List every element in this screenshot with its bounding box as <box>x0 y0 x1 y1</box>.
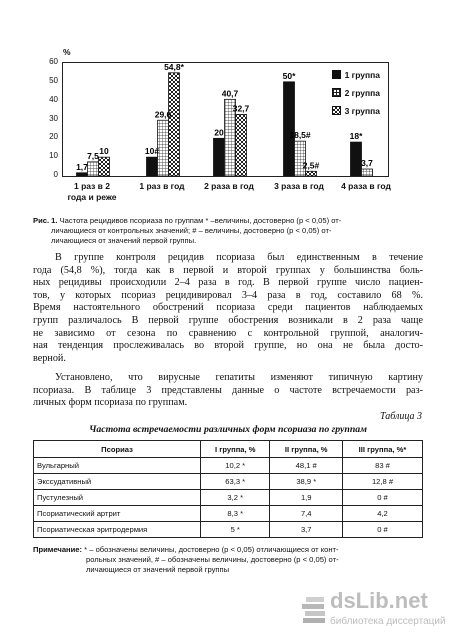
y-tick-label: 0 <box>53 170 58 179</box>
bar-value-label: 10 <box>99 146 109 157</box>
legend-item <box>332 69 380 80</box>
book-stack-icon <box>300 590 328 630</box>
bar-2-4 <box>295 141 306 176</box>
table-cell: 7,4 <box>270 506 343 522</box>
y-tick-label: 30 <box>49 113 58 123</box>
table-row <box>34 506 423 522</box>
bar-2-1 <box>88 162 99 176</box>
paragraph-line: ных рецидивы происходили 2–4 раза в год. В первой группе число пациен- <box>33 277 423 289</box>
table-cell: 4,2 <box>343 506 423 522</box>
table-header-cell: Псориаз <box>34 441 201 458</box>
x-category-label: 2 раза в год <box>204 181 254 191</box>
site-watermark <box>300 588 448 632</box>
table-cell: Псориатическая эритродермия <box>34 522 201 538</box>
table-cell: Псориатический артрит <box>34 506 201 522</box>
table-cell: 63,3 * <box>201 474 270 490</box>
bar-3-2 <box>169 73 180 176</box>
bar-value-label: 7,5 <box>87 150 99 161</box>
table-row <box>34 458 423 474</box>
legend-item <box>332 105 380 116</box>
paragraph-line: ная тенденция прослеживалась во второй группе, но она не была досто- <box>33 340 423 352</box>
figure-caption-line: личающиеся от контрольных значений; # – величины, достоверно (p < 0,05) от- <box>51 226 332 235</box>
paragraph-line: тов, у которых псориаз рецидивировал 3–4 раза в год, составило 68 %. <box>33 289 423 301</box>
bar-3-1 <box>99 157 110 176</box>
bar-2-5 <box>362 169 373 176</box>
paragraph-line: года (54,8 %), тогда как в первой и второй группах у большинства боль- <box>33 264 423 276</box>
y-tick-label: 20 <box>49 132 58 142</box>
y-tick-label: 10 <box>49 151 58 161</box>
table-row <box>34 522 423 538</box>
bar-value-label: 18* <box>349 131 363 142</box>
bar-value-label: 2,5# <box>302 160 320 171</box>
y-tick-label: 50 <box>49 75 58 85</box>
legend-label: 3 группа <box>344 105 380 116</box>
note-line: личающиеся от значений первой группы <box>86 565 230 574</box>
x-category-label: 1 раз в 2 года и реже <box>67 181 117 202</box>
table-cell: 8,3 * <box>201 506 270 522</box>
legend-swatch <box>332 106 341 115</box>
y-tick-label: 40 <box>49 94 58 104</box>
bar-value-label: 1,7 <box>76 161 88 172</box>
bar-1-3 <box>214 138 225 176</box>
y-tick-label: 60 <box>49 57 58 66</box>
legend-label: 1 группа <box>344 69 380 80</box>
figure-caption-line: личающиеся от значений первой группы. <box>51 236 197 245</box>
bar-1-2 <box>147 157 158 176</box>
paragraph-line: групп различалось В первой группе обострения возникали в 2 раза чаще <box>33 314 423 326</box>
table-label: Таблица 3 <box>380 411 422 422</box>
bar-2-2 <box>158 120 169 176</box>
table-cell: 3,7 <box>270 522 343 538</box>
table-row <box>34 490 423 506</box>
paragraph-line: В группе контроля рецидив псориаза был единственным в течение <box>55 252 423 263</box>
psoriasis-forms-table <box>33 440 423 538</box>
table-cell: 83 # <box>343 458 423 474</box>
legend-item <box>332 87 380 98</box>
figure-caption <box>33 216 423 246</box>
paragraph-line: не зависимо от сезона по сравнению с контрольной группой, аналогич- <box>33 327 423 339</box>
note-label: Примечание: <box>33 545 83 554</box>
legend-label: 2 группа <box>344 87 380 98</box>
bar-value-label: 20 <box>214 127 224 138</box>
bar-3-3 <box>236 114 247 176</box>
table-cell: 1,9 <box>270 490 343 506</box>
paragraph-line: верной. <box>33 352 66 364</box>
table-cell: 48,1 # <box>270 458 343 474</box>
table-cell: 0 # <box>343 522 423 538</box>
table-header-cell: II группа, % <box>270 441 343 458</box>
table-cell: 0 # <box>343 490 423 506</box>
note-line: * – обозначены величины, достоверно (p < 0,05) отличающиеся от конт- <box>82 545 339 554</box>
bar-3-4 <box>306 171 317 176</box>
table-cell: 3,2 * <box>201 490 270 506</box>
table-title: Частота встречаемости различных форм псориаза по группам <box>89 424 367 435</box>
x-category-label: 1 раз в год <box>139 181 185 191</box>
table-header-row <box>34 441 423 458</box>
bar-value-label: 10# <box>144 146 160 157</box>
note-line: рольных значений, # – обозначены величины, достоверно (p < 0,05) от- <box>86 555 339 564</box>
watermark-subtitle: библиотека диссертаций <box>330 616 446 627</box>
table-row <box>34 474 423 490</box>
bar-value-label: 32,7 <box>232 103 250 114</box>
x-category-label: 3 раза в год <box>274 181 324 191</box>
watermark-site-name: dsLib.net <box>330 588 428 613</box>
table-header-cell: III группа, %* <box>343 441 423 458</box>
bar-value-label: 18,5# <box>289 130 311 141</box>
legend-swatch <box>332 88 341 97</box>
body-paragraph-1 <box>33 252 423 365</box>
paragraph-line: Время настоятельного обострений псориаза среди пациентов наблюдаемых <box>33 302 423 314</box>
table-cell: Пустулезный <box>34 490 201 506</box>
bar-value-label: 40,7 <box>221 88 239 99</box>
bar-value-label: 29,6 <box>154 109 172 120</box>
paragraph-line: псориаза. В таблице 3 представлены данные о частоте встречаемости раз- <box>33 384 423 396</box>
table-cell: 5 * <box>201 522 270 538</box>
figure-label: Рис. 1. <box>33 216 58 225</box>
figure-caption-line: Частота рецидивов псориаза по группам * –величины, достоверно (p < 0,05) от- <box>57 216 342 225</box>
table-cell: 38,9 * <box>270 474 343 490</box>
table-note <box>33 545 423 575</box>
table-cell: 10,2 * <box>201 458 270 474</box>
bar-1-1 <box>77 173 88 176</box>
body-paragraph-2 <box>33 372 423 410</box>
bar-1-5 <box>351 142 362 176</box>
paragraph-line: личных форм псориаза по группам. <box>33 397 188 409</box>
table-cell: Экссудативный <box>34 474 201 490</box>
bar-1-4 <box>284 82 295 176</box>
legend-swatch <box>332 70 341 79</box>
bar-value-label: 54,8* <box>164 63 184 72</box>
paragraph-line: Установлено, что вирусные гепатиты изменяют типичную картину <box>55 372 423 383</box>
table-header-cell: I группа, % <box>201 441 270 458</box>
y-axis-unit-label: % <box>63 47 71 57</box>
table-cell: 12,8 # <box>343 474 423 490</box>
bar-value-label: 50* <box>282 70 296 81</box>
bar-value-label: 3,7 <box>361 158 373 169</box>
table-cell: Вульгарный <box>34 458 201 474</box>
x-category-label: 4 раза в год <box>341 181 391 191</box>
chart-plot-area <box>62 62 389 177</box>
chart-legend <box>332 69 380 123</box>
